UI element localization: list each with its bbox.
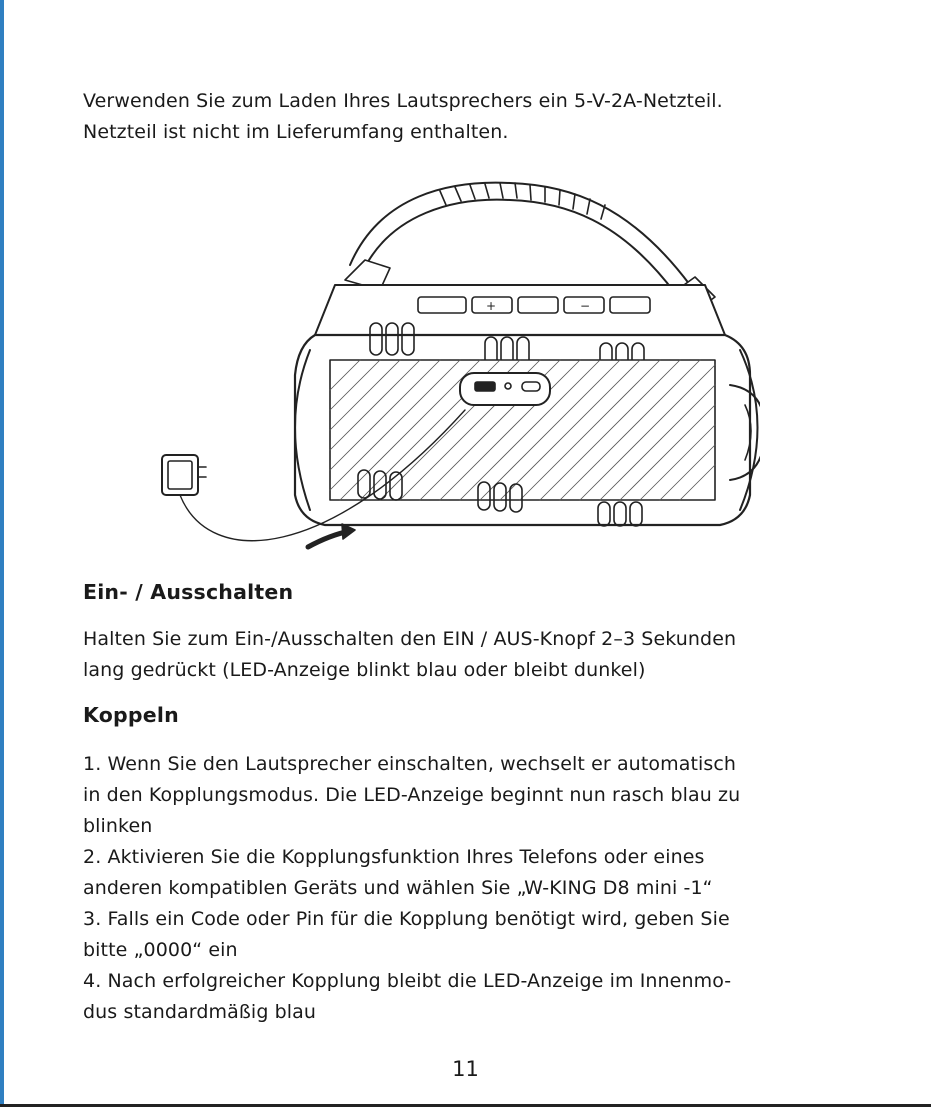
text-line: 4. Nach erfolgreicher Kopplung bleibt die LED-Anzeige im Innenmo- [83,970,732,992]
text-line: Netzteil ist nicht im Lieferumfang enthalten. [83,121,509,143]
speaker-body [295,323,760,526]
charging-instructions [83,86,863,148]
control-panel [315,285,725,335]
text-line: Verwenden Sie zum Laden Ihres Lautsprechers ein 5-V-2A-Netzteil. [83,90,723,112]
power-instructions [83,624,863,686]
pairing-instructions [83,749,863,1028]
text-line: 1. Wenn Sie den Lautsprecher einschalten, wechselt er automatisch [83,753,737,775]
text-line: in den Kopplungsmodus. Die LED-Anzeige beginnt nun rasch blau zu [83,784,741,806]
text-line: blinken [83,815,153,837]
svg-text:−: − [580,299,591,313]
power-heading: Ein- / Ausschalten [83,580,294,604]
svg-text:+: + [486,299,497,313]
pairing-heading: Koppeln [83,703,179,727]
speaker-charging-illustration [150,175,760,560]
text-line: 2. Aktivieren Sie die Kopplungsfunktion Ihres Telefons oder eines [83,846,705,868]
text-line: anderen kompatiblen Geräts und wählen Sie „W-KING D8 mini -1“ [83,877,713,899]
text-line: Halten Sie zum Ein-/Ausschalten den EIN / AUS-Knopf 2–3 Sekunden [83,628,737,650]
text-line: dus standardmäßig blau [83,1001,317,1023]
left-margin-rule [0,0,4,1107]
text-line: bitte „0000“ ein [83,939,238,961]
page-number: 11 [452,1057,479,1081]
direction-arrow [308,524,355,547]
text-line: 3. Falls ein Code oder Pin für die Kopplung benötigt wird, geben Sie [83,908,730,930]
text-line: lang gedrückt (LED-Anzeige blinkt blau oder bleibt dunkel) [83,659,646,681]
charging-port-panel [460,373,550,405]
